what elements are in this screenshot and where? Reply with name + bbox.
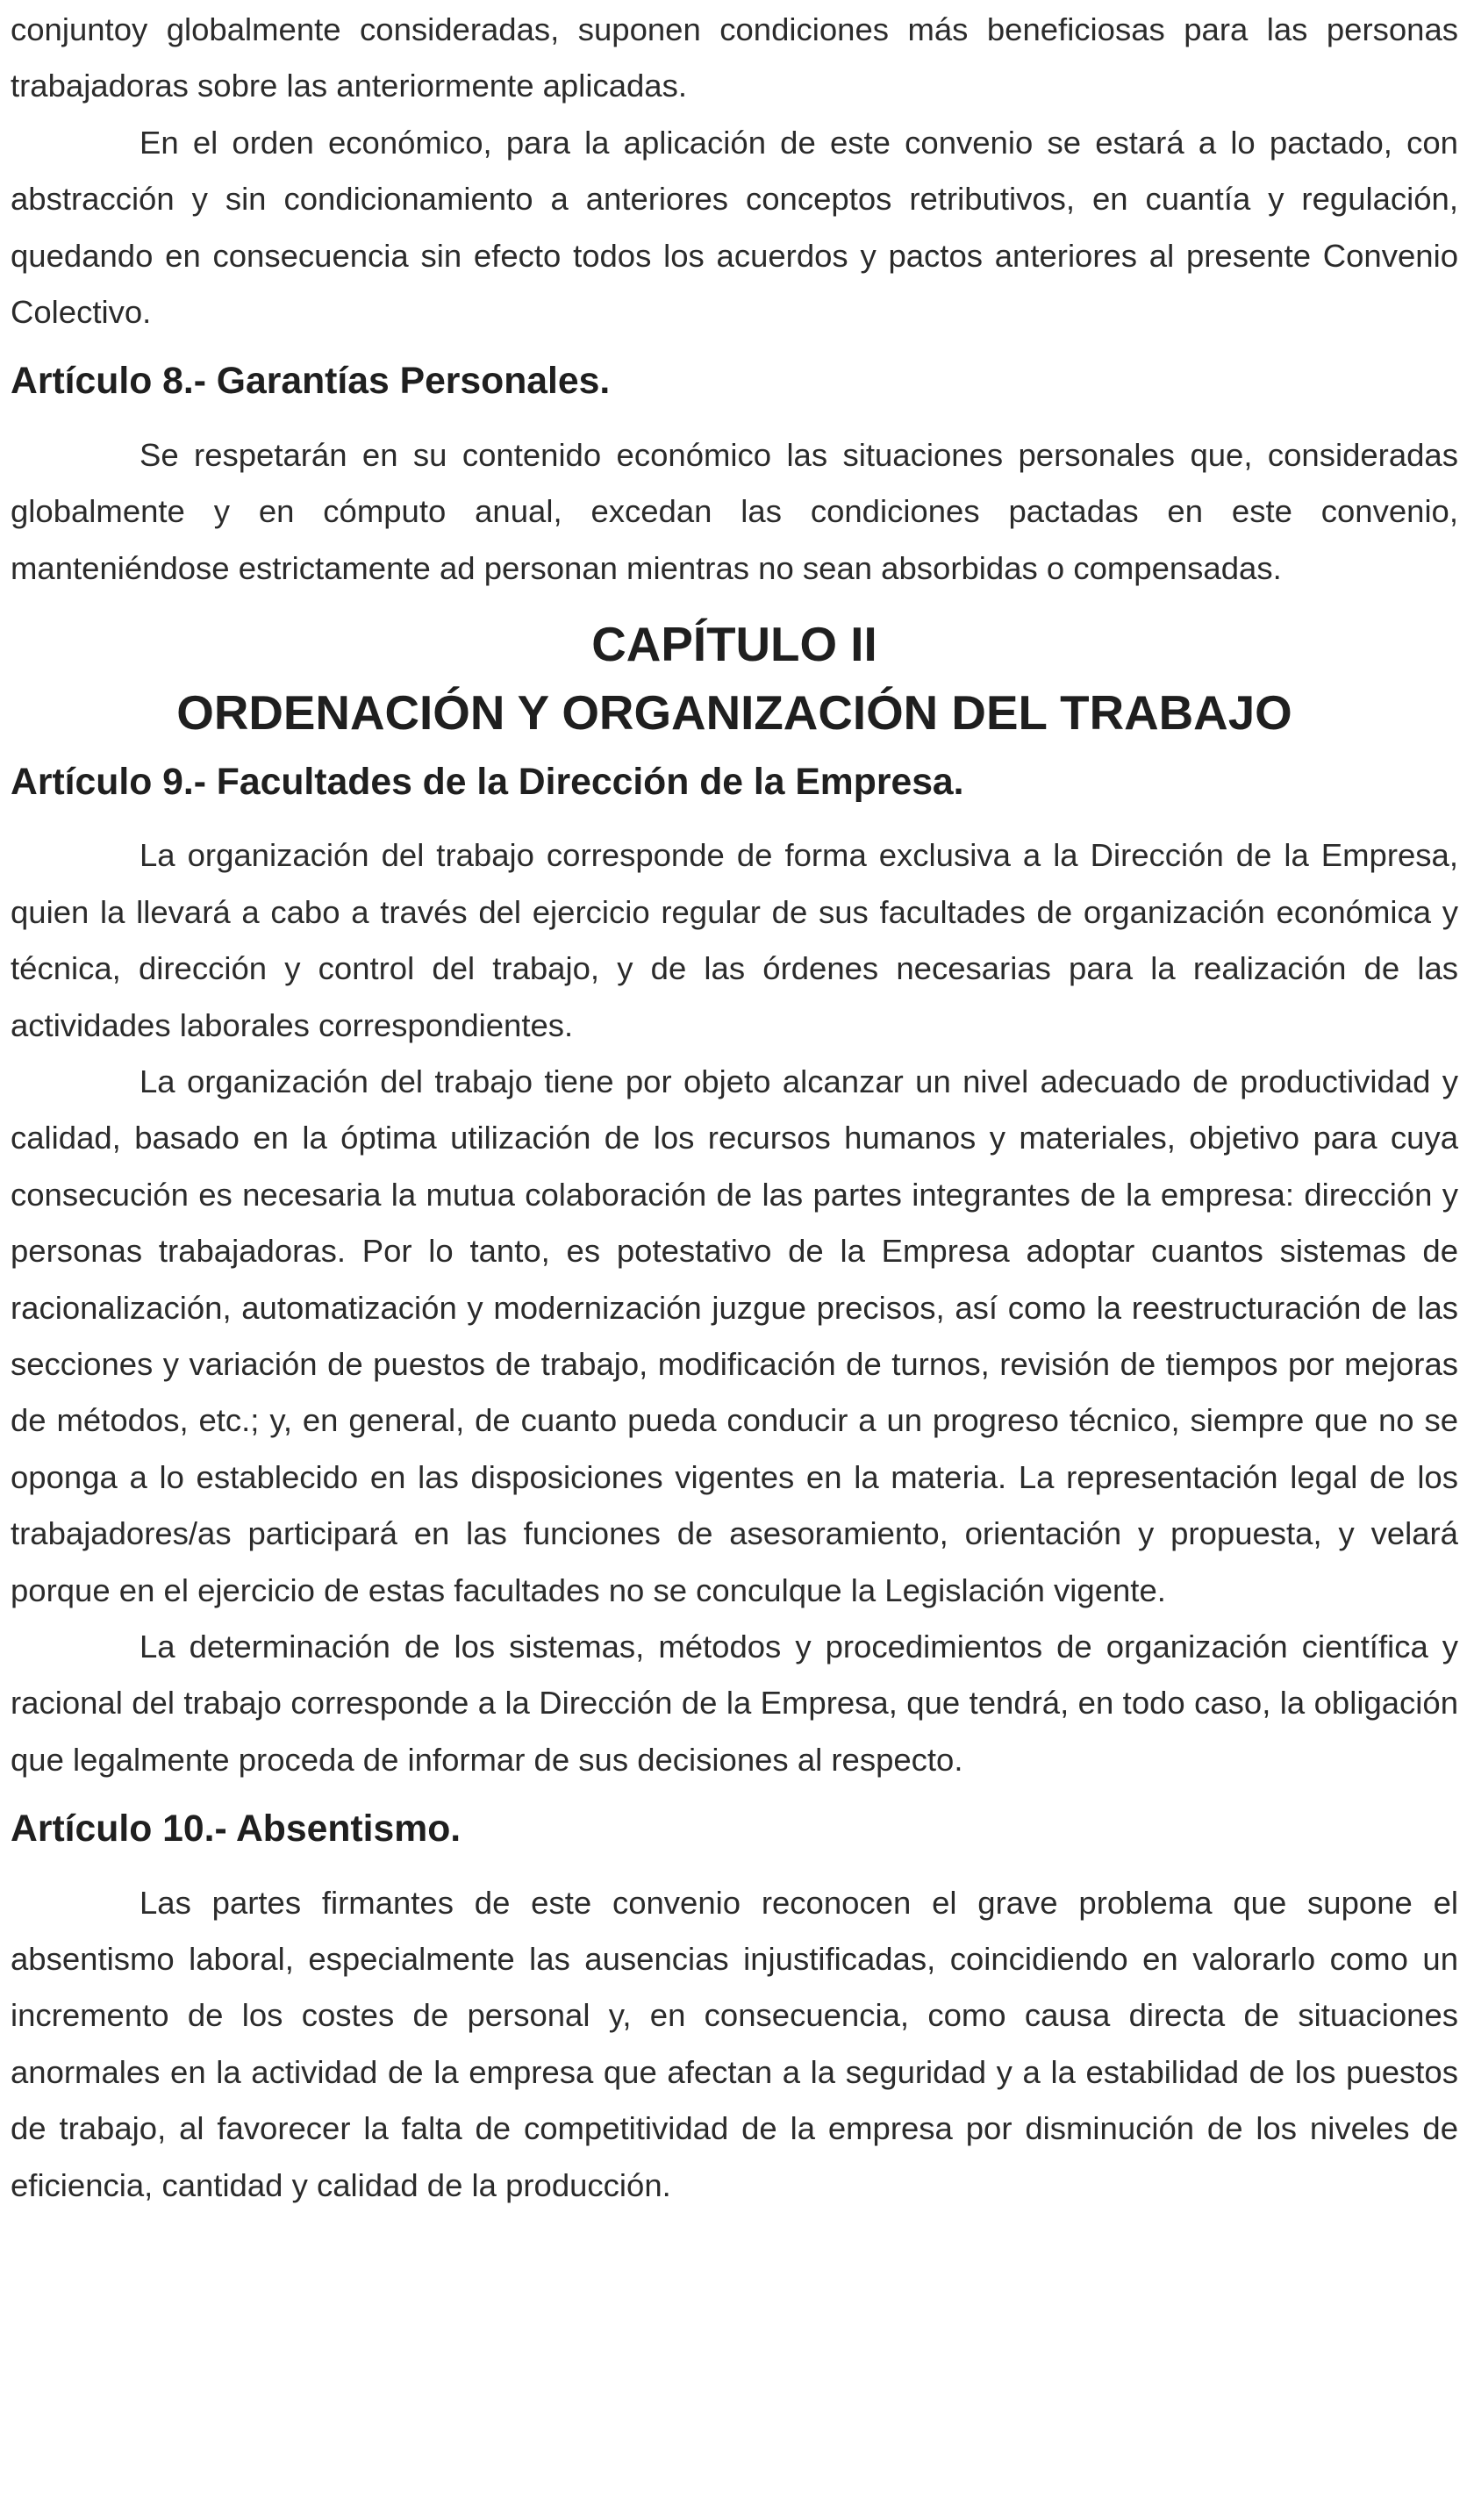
paragraph-continuation: conjuntoy globalmente consideradas, suponen condiciones más beneficiosas para las personas trabajadoras sobre las anteriormente aplicadas. [11,11,1458,104]
article-10-title: Artículo 10.- Absentismo. [11,1808,462,1851]
article-9-title: Artículo 9.- Facultades de la Dirección de la Empresa. [11,760,964,803]
article-8-paragraph: Se respetarán en su contenido económico las situaciones personales que, consideradas globalmente y en cómputo anual, excedan las condiciones pactadas en este convenio, manteniéndose estrictamente ad personan mientras no sean absorbidas o compensadas. [11,436,1458,586]
article-8-title: Artículo 8.- Garantías Personales. [11,360,611,403]
chapter-number: CAPÍTULO II [591,617,877,672]
chapter-title: ORDENACIÓN Y ORGANIZACIÓN DEL TRABAJO [176,685,1292,741]
paragraph-economic-order: En el orden económico, para la aplicación de este convenio se estará a lo pactado, con abstracción y sin condicionamiento a anteriores conceptos retributivos, en cuantía y regulación, quedando en consecuencia sin efecto todos los acuerdos y pactos anteriores al presente Convenio Colectivo. [11,124,1458,331]
article-9-paragraph-2: La organización del trabajo tiene por objeto alcanzar un nivel adecuado de productividad y calidad, basado en la óptima utilización de los recursos humanos y materiales, objetivo para cuya consecución es necesaria la mutua colaboración de las partes integrantes de la empresa: dirección y personas trabajadoras. Por lo tanto, es potestativo de la Empresa adoptar cuantos sistemas de racionalización, automatización y modernización juzgue precisos, así como la reestructuración de las secciones y variación de puestos de trabajo, modificación de turnos, revisión de tiempos por mejoras de métodos, etc.; y, en general, de cuanto pueda conducir a un progreso técnico, siempre que no se oponga a lo establecido en las disposiciones vigentes en la materia. La representación legal de los trabajadores/as participará en las funciones de asesoramiento, orientación y propuesta, y velará porque en el ejercicio de estas facultades no se conculque la Legislación vigente. [11,1063,1458,1608]
document-page [11,2,1458,2214]
article-9-paragraph-3: La determinación de los sistemas, métodos y procedimientos de organización científica y racional del trabajo corresponde a la Dirección de la Empresa, que tendrá, en todo caso, la obligación que legalmente proceda de informar de sus decisiones al respecto. [11,1628,1458,1778]
article-10-paragraph: Las partes firmantes de este convenio reconocen el grave problema que supone el absentismo laboral, especialmente las ausencias injustificadas, coincidiendo en valorarlo como un incremento de los costes de personal y, en consecuencia, como causa directa de situaciones anormales en la actividad de la empresa que afectan a la seguridad y a la estabilidad de los puestos de trabajo, al favorecer la falta de competitividad de la empresa por disminución de los niveles de eficiencia, cantidad y calidad de la producción. [11,1884,1458,2203]
article-9-paragraph-1: La organización del trabajo corresponde de forma exclusiva a la Dirección de la Empresa, quien la llevará a cabo a través del ejercicio regular de sus facultades de organización económica y técnica, dirección y control del trabajo, y de las órdenes necesarias para la realización de las actividades laborales correspondientes. [11,837,1458,1043]
